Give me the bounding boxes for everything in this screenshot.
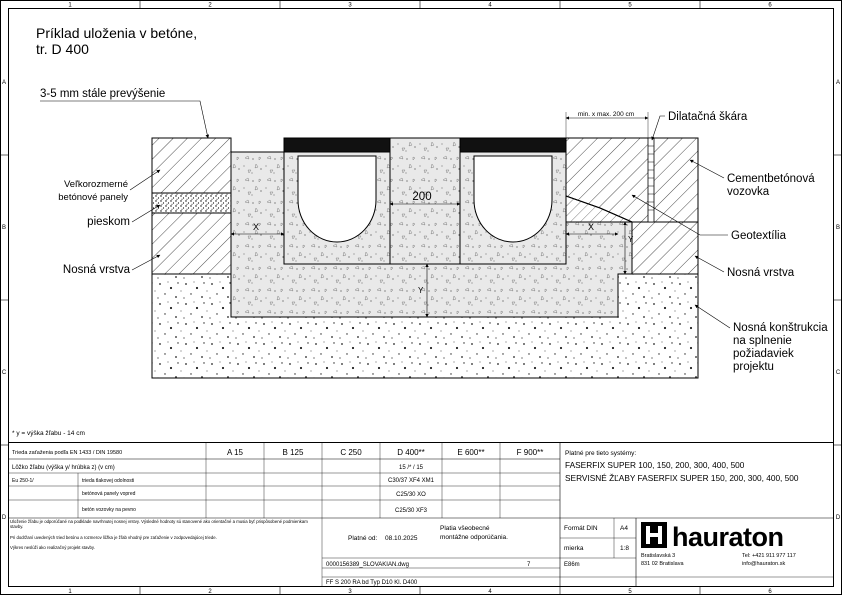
label-overhang: 3-5 mm stále prevýšenie [40, 88, 166, 100]
format-label: Formát DIN [564, 525, 598, 532]
file-name: 0000156389_SLOVAKIAN.dwg [326, 562, 409, 568]
load-class-a15: A 15 [226, 448, 244, 457]
label-expansion-joint: Dilatačná škára [668, 111, 748, 123]
format-value: A4 [620, 525, 628, 532]
bearing-layer-right [632, 222, 698, 274]
bottom-code: FF S 200 RA bd Typ D10 Kl. D400 [326, 580, 418, 586]
col-label: 3 [348, 589, 352, 595]
load-class-e600: E 600** [457, 448, 485, 457]
drawing-code: E86m [564, 562, 580, 568]
systems-line-1: FASERFIX SUPER 100, 150, 200, 300, 400, 500 [565, 460, 745, 470]
label-structure-4: projektu [733, 361, 774, 373]
phone: Tel: +421 911 977 117 [742, 553, 796, 559]
col-label: 3 [348, 2, 352, 9]
systems-title: Platné pre tieto systémy: [565, 450, 637, 457]
row4-label: betónová panely vopred [82, 491, 136, 497]
label-structure-3: požiadaviek [733, 348, 794, 360]
email: info@hauraton.sk [742, 561, 786, 567]
drawing-subtitle: tr. D 400 [36, 41, 89, 57]
footnote: * y = výška žľabu - 14 cm [12, 430, 85, 437]
row-label: A [1, 80, 7, 86]
channel-left [284, 138, 390, 264]
row-label: B [1, 225, 7, 231]
dimension-200-label: 200 [412, 191, 432, 203]
label-structure-1: Nosná konštrukcia [733, 322, 828, 334]
validity-date: 08.10.2025 [385, 535, 418, 542]
row-label: D [835, 515, 841, 521]
col-label: 4 [488, 2, 492, 9]
row2-label: Lôžko žľabu (výška y/ hrúbka z) (v cm) [12, 465, 115, 471]
validity-note-1: Platia všeobecné [440, 525, 490, 532]
cross-section [152, 111, 698, 378]
row-label: B [835, 225, 841, 231]
note-2: Pri dodržaní uvedených tried betónu a rozmerov lôžka je žľab vhodný pre zaťaženie v zodpovedajúcej triede. [10, 534, 217, 540]
load-row-label: Trieda zaťaženia podľa EN 1433 / DIN 19580 [12, 450, 123, 456]
col-label: 6 [768, 2, 772, 9]
col-label: 5 [628, 589, 632, 595]
title-block-texts [10, 448, 799, 586]
row3-label-b: trieda tlakovej odolnosti [82, 478, 135, 484]
note-3: Výkres neslúži ako realizačný projekt stavby. [10, 545, 95, 551]
col-label: 2 [208, 589, 212, 595]
row-label: C [835, 370, 841, 376]
grating-left [284, 138, 390, 152]
col-label: 5 [628, 2, 632, 9]
row4-value: C25/30 XO [396, 492, 426, 498]
label-large-panels-2: betónové panely [58, 192, 128, 203]
label-bearing-right: Nosná vrstva [727, 267, 795, 279]
col-label: 1 [68, 589, 72, 595]
row5-label: betón vozovky na pevno [82, 507, 136, 513]
load-class-d400: D 400** [397, 448, 425, 457]
notes-block [10, 519, 320, 585]
label-sand: pieskom [87, 216, 130, 228]
label-concrete-road-1: Cementbetónová [727, 173, 815, 185]
bearing-layer-left [152, 213, 231, 274]
load-class-c250: C 250 [340, 448, 362, 457]
label-geotextile: Geotextília [731, 230, 786, 242]
note-1: Uloženie žľabu je odporúčané na podklade navrhnutej nosnej vrstvy. Výsledné hodnoty sú stanovené ako orientačné a musia byť prispôsobené podmienkam stavby. [10, 519, 308, 530]
expansion-joint [648, 138, 654, 222]
row2-value: 15 /* / 15 [398, 465, 424, 471]
label-concrete-road-2: vozovka [727, 186, 770, 198]
grating-right [460, 138, 566, 152]
row3-label-a: Eu 250-1/ [12, 478, 34, 484]
dimension-y-right-label: Y [628, 235, 634, 244]
load-class-b125: B 125 [282, 448, 304, 457]
sand-bed [152, 193, 231, 213]
scale-label: mierka [564, 545, 584, 552]
row-label: C [1, 370, 7, 376]
label-structure-2: na splnenie [733, 335, 792, 347]
dimension-joint-spacing-label: min. x max. 200 cm [577, 111, 635, 118]
channel-right [460, 138, 566, 264]
row-label: A [835, 80, 841, 86]
row-label: D [1, 515, 7, 521]
dimension-y-bottom-label: Y [418, 286, 424, 295]
col-label: 2 [208, 2, 212, 9]
label-large-panels-1: Veľkorozmerné [63, 179, 128, 190]
address-1: Bratislavská 3 [641, 553, 676, 559]
systems-line-2: SERVISNÉ ŽĽABY FASERFIX SUPER 150, 200, 300, 400, 500 [565, 473, 799, 483]
validity-note-2: montážne odporúčania. [440, 534, 508, 541]
row3-value: C30/37 XF4 XM1 [387, 478, 435, 484]
scale-value: 1:8 [620, 545, 630, 552]
sheet-number: 7 [527, 562, 531, 568]
hauraton-logo [641, 522, 784, 552]
validity-label: Platné od: [348, 535, 378, 542]
col-label: 6 [768, 589, 772, 595]
dimension-x-right-label: X [587, 222, 595, 232]
load-class-f900: F 900** [516, 448, 544, 457]
row5-value: C25/30 XF3 [394, 508, 428, 514]
col-label: 4 [488, 589, 492, 595]
address-2: 831 02 Bratislava [641, 561, 684, 567]
col-label: 1 [68, 2, 72, 9]
drawing-title: Príklad uloženia v betóne, [36, 25, 198, 41]
label-bearing-left: Nosná vrstva [62, 264, 130, 276]
company-name: hauraton [672, 522, 784, 552]
concrete-panel-left [152, 138, 231, 193]
dimension-x-left-label: X [252, 222, 260, 232]
